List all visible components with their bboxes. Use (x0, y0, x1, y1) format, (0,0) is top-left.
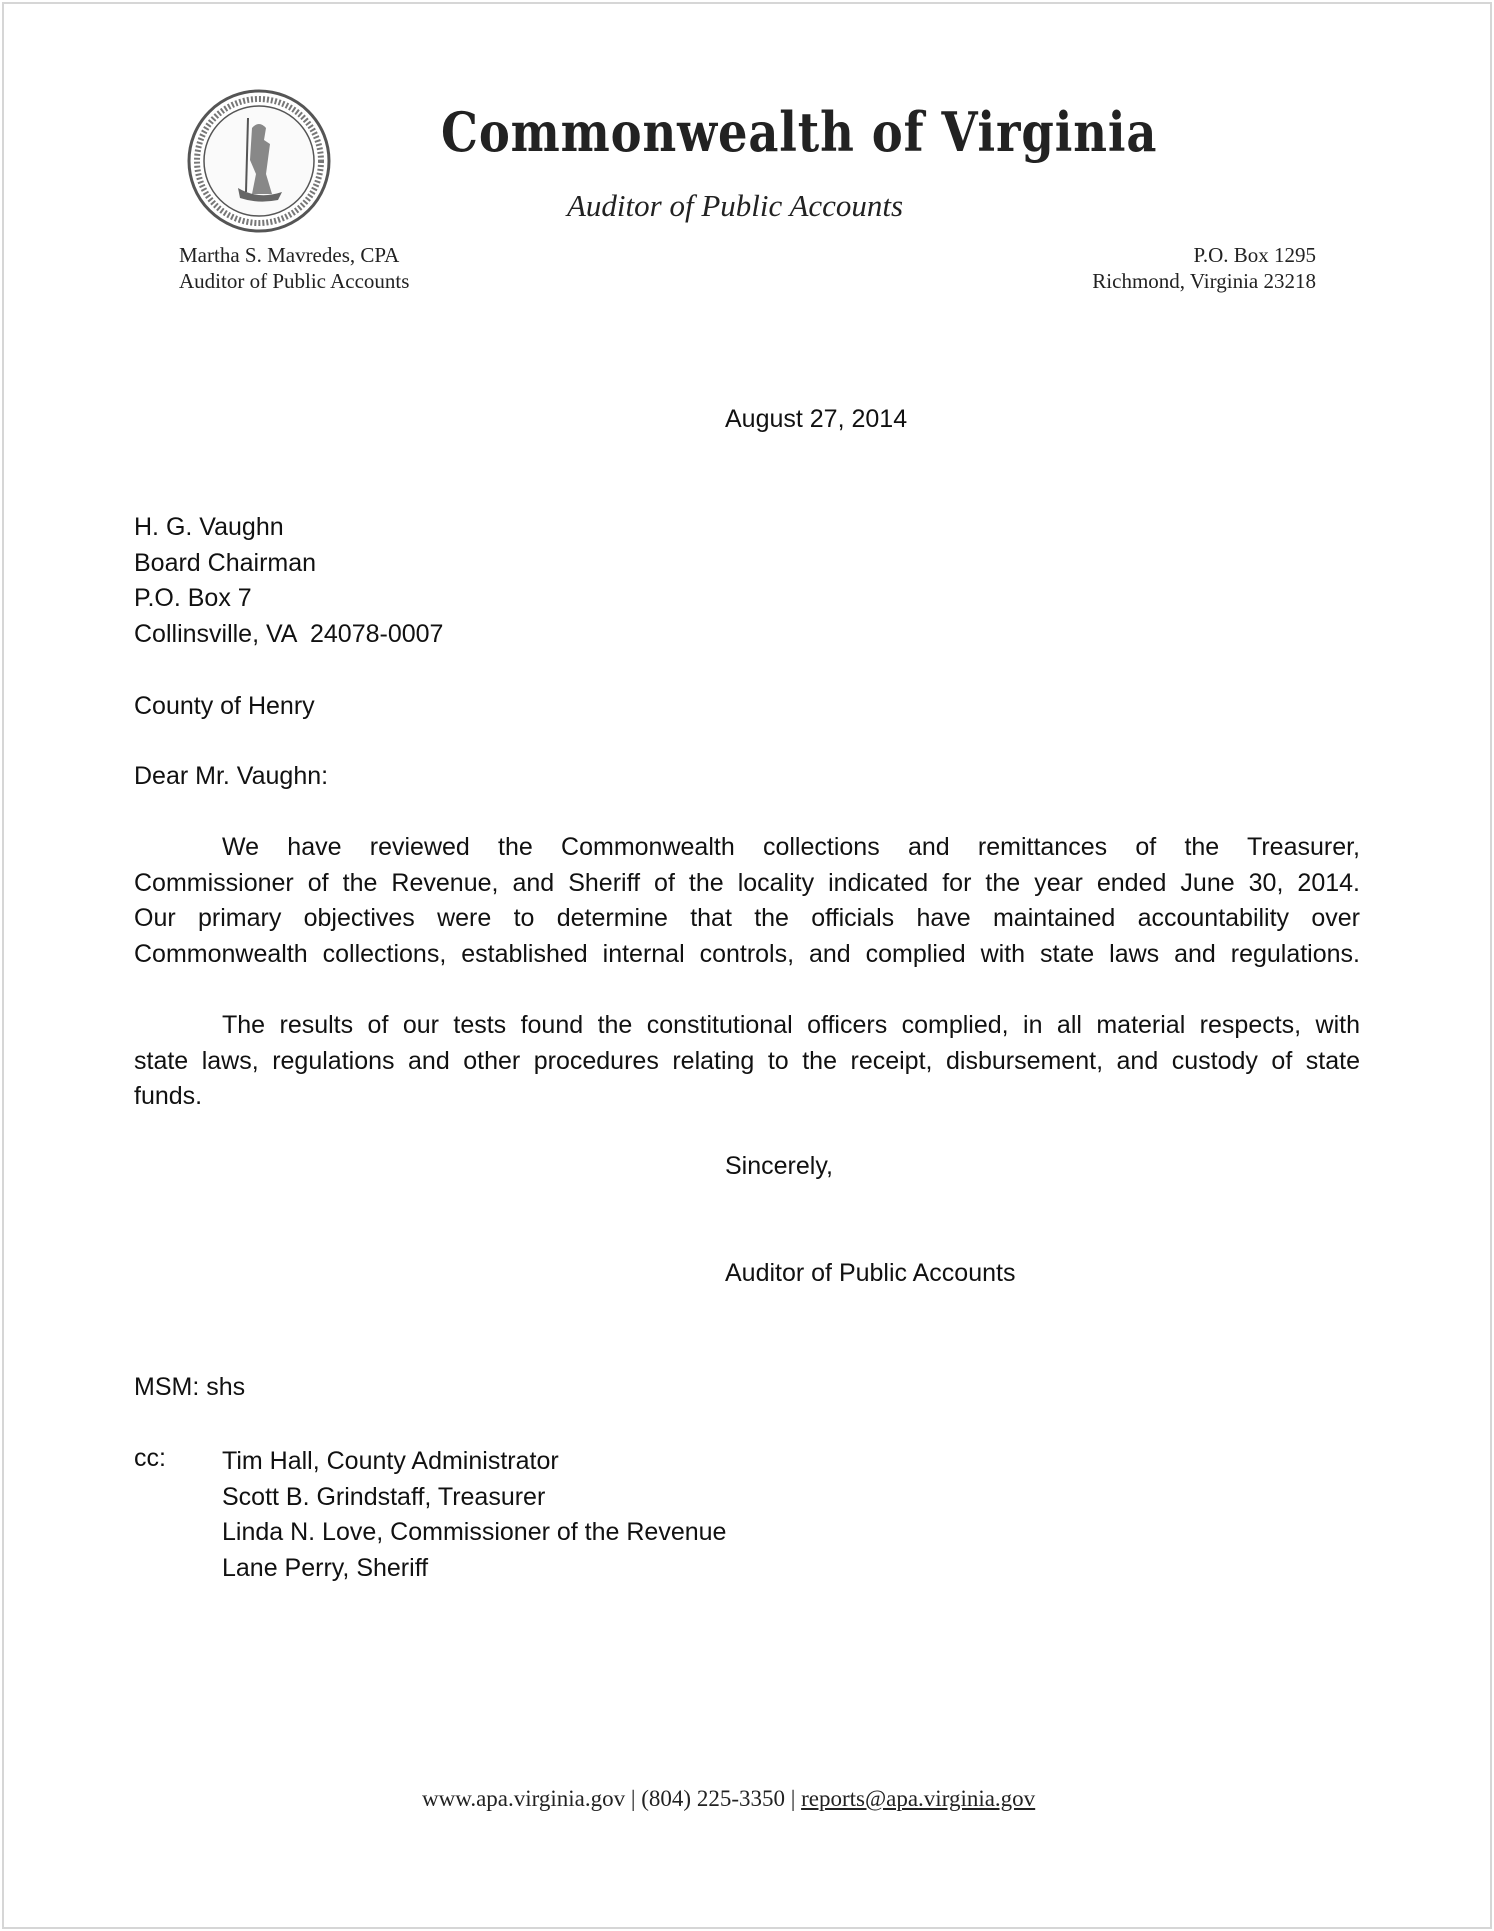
cc-item: Scott B. Grindstaff, Treasurer (222, 1482, 546, 1511)
paragraph-line: The results of our tests found the constitutional officers complied, in all material respects, with (222, 1011, 1360, 1039)
letter-date: August 27, 2014 (725, 405, 908, 433)
paragraph-line: Commonwealth collections, established internal controls, and complied with state laws and regulations. (134, 940, 1360, 969)
recipient-name: H. G. Vaughn (134, 513, 284, 541)
paragraph-line: Commissioner of the Revenue, and Sheriff of the locality indicated for the year ended June 30, 2014. (134, 868, 1360, 897)
footer (422, 1786, 1035, 1812)
locality: County of Henry (134, 692, 315, 720)
recipient-address (134, 510, 1360, 653)
recipient-city: Collinsville, VA 24078-0007 (134, 620, 444, 649)
signature: Auditor of Public Accounts (725, 1259, 1016, 1287)
footer-separator: | (630, 1786, 636, 1811)
cc-item: Lane Perry, Sheriff (222, 1554, 429, 1583)
office-address-block (1092, 242, 1316, 294)
virginia-seal-icon (186, 88, 332, 239)
auditor-name-block (179, 242, 409, 294)
po-box: P.O. Box 1295 (1193, 243, 1316, 267)
recipient-street: P.O. Box 7 (134, 584, 252, 613)
auditor-name: Martha S. Mavredes, CPA (179, 243, 400, 267)
auditor-title: Auditor of Public Accounts (179, 269, 410, 293)
footer-phone: (804) 225-3350 (641, 1786, 785, 1811)
paragraph-line: funds. (134, 1082, 203, 1111)
recipient-title: Board Chairman (134, 548, 317, 577)
cc-item: Tim Hall, County Administrator (222, 1447, 559, 1475)
letterhead-title: Commonwealth of Virginia (441, 100, 1158, 164)
footer-website-link[interactable]: www.apa.virginia.gov (422, 1786, 626, 1811)
cc-label: cc: (134, 1444, 166, 1472)
city-state: Richmond, Virginia 23218 (1092, 269, 1316, 293)
cc-list (222, 1444, 726, 1587)
cc-item: Linda N. Love, Commissioner of the Revenue (222, 1518, 727, 1547)
paragraph-line: We have reviewed the Commonwealth collections and remittances of the Treasurer, (222, 833, 1360, 861)
body-paragraph-2 (134, 1008, 1360, 1115)
closing: Sincerely, (725, 1152, 833, 1180)
letterhead-subtitle: Auditor of Public Accounts (567, 188, 904, 223)
footer-separator: | (790, 1786, 796, 1811)
typist-initials: MSM: shs (134, 1373, 246, 1401)
footer-email-link[interactable]: reports@apa.virginia.gov (801, 1786, 1036, 1811)
body-paragraph-1 (134, 830, 1360, 973)
salutation: Dear Mr. Vaughn: (134, 762, 329, 790)
paragraph-line: state laws, regulations and other procedures relating to the receipt, disbursement, and custody of state (134, 1046, 1360, 1075)
paragraph-line: Our primary objectives were to determine that the officials have maintained accountability over (134, 904, 1360, 933)
